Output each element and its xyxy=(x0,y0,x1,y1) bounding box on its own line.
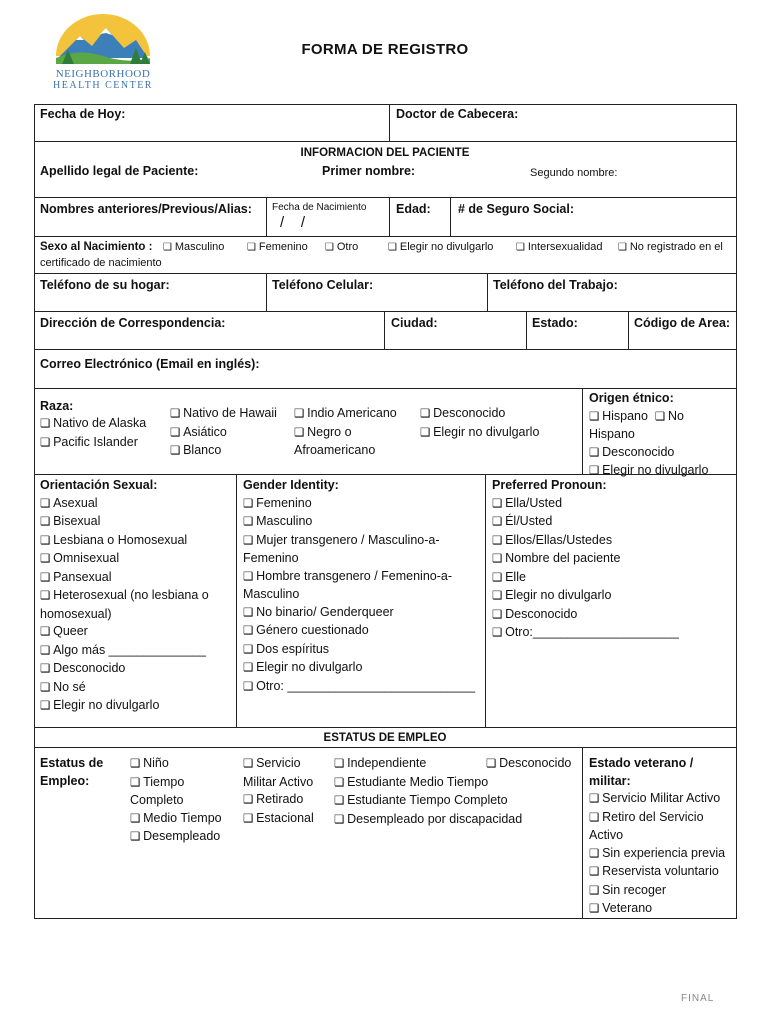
empleo-tiempo-completo-checkbox[interactable]: ❑ Tiempo xyxy=(130,774,222,793)
footer-final-mark: FINAL xyxy=(681,993,715,1004)
raza-asiatico-checkbox[interactable]: ❑ Asiático xyxy=(170,424,277,443)
empleo-independiente-checkbox[interactable]: ❑ Independiente xyxy=(334,756,426,770)
pronoun-otro-checkbox[interactable]: ❑ Otro:_____________________ xyxy=(492,624,679,643)
orientacion-sexual-block xyxy=(40,477,209,716)
ciudad-label: Ciudad: xyxy=(391,316,438,330)
pronoun-ella-checkbox[interactable]: ❑ Ella/Usted xyxy=(492,495,679,514)
empleo-estacional-checkbox[interactable]: ❑ Estacional xyxy=(243,810,314,829)
pronoun-label: Preferred Pronoun: xyxy=(492,478,607,492)
veterano-veterano-checkbox[interactable]: ❑ Veterano xyxy=(589,900,725,919)
empleo-completo-continuation: Completo xyxy=(130,793,184,807)
sexo-no-registrado-checkbox[interactable]: ❑ No registrado en el xyxy=(618,240,723,255)
gender-hombre-continuation: Masculino xyxy=(243,587,300,601)
veterano-activo-continuation: Activo xyxy=(589,828,624,842)
empleo-estudiante-completo-checkbox[interactable]: ❑ Estudiante Tiempo Completo xyxy=(334,792,522,811)
empleo-retirado-checkbox[interactable]: ❑ Retirado xyxy=(243,791,314,810)
pronoun-ellos-checkbox[interactable]: ❑ Ellos/Ellas/Ustedes xyxy=(492,532,679,551)
origen-no-hispano-checkbox[interactable]: ❑ No xyxy=(655,409,684,423)
orientacion-label: Orientación Sexual: xyxy=(40,478,158,492)
raza-label: Raza: xyxy=(40,399,74,413)
correo-label: Correo Electrónico (Email en inglés): xyxy=(40,357,260,371)
origen-desconocido-checkbox[interactable]: ❑ Desconocido xyxy=(589,444,708,463)
gender-no-binario-checkbox[interactable]: ❑ No binario/ Genderqueer xyxy=(243,604,475,623)
empleo-col1 xyxy=(130,755,222,847)
edad-label: Edad: xyxy=(396,202,431,216)
nombres-anteriores-label: Nombres anteriores/Previous/Alias: xyxy=(40,202,252,216)
orientacion-asexual-checkbox[interactable]: ❑ Asexual xyxy=(40,495,209,514)
orientacion-heterosexual-continuation: homosexual) xyxy=(40,606,112,621)
veterano-label-line2: militar: xyxy=(589,773,631,788)
pronoun-desconocido-checkbox[interactable]: ❑ Desconocido xyxy=(492,606,679,625)
raza-blanco-checkbox[interactable]: ❑ Blanco xyxy=(170,442,277,461)
direccion-label: Dirección de Correspondencia: xyxy=(40,316,226,330)
orientacion-omnisexual-checkbox[interactable]: ❑ Omnisexual xyxy=(40,550,209,569)
veterano-sin-experiencia-checkbox[interactable]: ❑ Sin experiencia previa xyxy=(589,845,725,864)
orientacion-no-divulgar-checkbox[interactable]: ❑ Elegir no divulgarlo xyxy=(40,697,209,716)
orientacion-desconocido-checkbox[interactable]: ❑ Desconocido xyxy=(40,660,209,679)
sexo-no-divulgar-checkbox[interactable]: ❑ Elegir no divulgarlo xyxy=(388,240,493,255)
gender-masculino-checkbox[interactable]: ❑ Masculino xyxy=(243,513,475,532)
gender-no-divulgar-checkbox[interactable]: ❑ Elegir no divulgarlo xyxy=(243,659,475,678)
orientacion-heterosexual-checkbox[interactable]: ❑ Heterosexual (no lesbiana o xyxy=(40,587,209,606)
gender-hombre-transgenero-checkbox[interactable]: ❑ Hombre transgenero / Femenino-a- xyxy=(243,568,475,587)
gender-otro-checkbox[interactable]: ❑ Otro: ___________________________ xyxy=(243,678,475,697)
raza-afroamericano-text: Afroamericano xyxy=(294,443,376,457)
empleo-section-heading: ESTATUS DE EMPLEO xyxy=(323,732,447,744)
gender-mujer-continuation: Femenino xyxy=(243,551,299,565)
sexo-label: Sexo al Nacimiento : xyxy=(40,241,153,253)
gender-mujer-transgenero-checkbox[interactable]: ❑ Mujer transgenero / Masculino-a- xyxy=(243,532,475,551)
orientacion-queer-checkbox[interactable]: ❑ Queer xyxy=(40,623,209,642)
form-title: FORMA DE REGISTRO xyxy=(301,41,469,58)
empleo-estudiante-medio-checkbox[interactable]: ❑ Estudiante Medio Tiempo xyxy=(334,774,522,793)
empleo-servicio-checkbox[interactable]: ❑ Servicio xyxy=(243,755,314,774)
empleo-nino-checkbox[interactable]: ❑ Niño xyxy=(130,755,222,774)
preferred-pronoun-block xyxy=(492,477,679,643)
origen-label: Origen étnico: xyxy=(589,391,674,405)
raza-col1 xyxy=(40,415,146,452)
gender-dos-espiritus-checkbox[interactable]: ❑ Dos espíritus xyxy=(243,641,475,660)
codigo-area-label: Código de Area: xyxy=(634,316,731,330)
origen-hispano-continuation: Hispano xyxy=(589,427,635,441)
fecha-nacimiento-slashes: / / xyxy=(280,214,306,231)
empleo-medio-tiempo-checkbox[interactable]: ❑ Medio Tiempo xyxy=(130,810,222,829)
sexo-masculino-checkbox[interactable]: ❑ Masculino xyxy=(163,240,224,255)
doctor-label: Doctor de Cabecera: xyxy=(396,107,519,121)
empleo-desempleado-checkbox[interactable]: ❑ Desempleado xyxy=(130,828,222,847)
fecha-nacimiento-label: Fecha de Nacimiento xyxy=(272,202,367,213)
empleo-label-block xyxy=(40,755,103,790)
gender-cuestionado-checkbox[interactable]: ❑ Género cuestionado xyxy=(243,622,475,641)
origen-etnico-block xyxy=(589,390,708,481)
gender-identity-block xyxy=(243,477,475,696)
origen-hispano-checkbox[interactable]: ❑ Hispano xyxy=(589,409,648,423)
orientacion-lesbiana-checkbox[interactable]: ❑ Lesbiana o Homosexual xyxy=(40,532,209,551)
raza-nativo-hawaii-checkbox[interactable]: ❑ Nativo de Hawaii xyxy=(170,405,277,424)
segundo-nombre-label: Segundo nombre: xyxy=(530,167,618,179)
raza-col2 xyxy=(170,405,277,461)
sexo-otro-checkbox[interactable]: ❑ Otro xyxy=(325,240,358,255)
patient-section-heading: INFORMACION DEL PACIENTE xyxy=(300,147,470,159)
pronoun-no-divulgar-checkbox[interactable]: ❑ Elegir no divulgarlo xyxy=(492,587,679,606)
orientacion-algo-mas-checkbox[interactable]: ❑ Algo más ______________ xyxy=(40,642,209,661)
veterano-label-line1: Estado veterano / xyxy=(589,756,694,770)
raza-pacific-islander-checkbox[interactable]: ❑ Pacific Islander xyxy=(40,434,146,453)
veterano-sin-recoger-checkbox[interactable]: ❑ Sin recoger xyxy=(589,882,725,901)
veterano-block xyxy=(589,755,725,919)
raza-desconocido-checkbox[interactable]: ❑ Desconocido xyxy=(420,405,539,424)
svg-text:NEIGHBORHOOD: NEIGHBORHOOD xyxy=(55,68,151,80)
raza-col3 xyxy=(294,405,397,460)
empleo-label-line2: Empleo: xyxy=(40,773,90,788)
tel-celular-label: Teléfono Celular: xyxy=(272,278,374,292)
pronoun-el-checkbox[interactable]: ❑ Él/Usted xyxy=(492,513,679,532)
estado-label: Estado: xyxy=(532,316,578,330)
orientacion-no-se-checkbox[interactable]: ❑ No sé xyxy=(40,679,209,698)
seguro-social-label: # de Seguro Social: xyxy=(458,202,575,216)
empleo-desconocido-checkbox[interactable]: ❑ Desconocido xyxy=(486,755,571,774)
fecha-hoy-label: Fecha de Hoy: xyxy=(40,107,126,121)
empleo-discapacidad-checkbox[interactable]: ❑ Desempleado por discapacidad xyxy=(334,811,522,830)
gender-label: Gender Identity: xyxy=(243,478,339,492)
veterano-retiro-checkbox[interactable]: ❑ Retiro del Servicio xyxy=(589,809,725,828)
orientacion-bisexual-checkbox[interactable]: ❑ Bisexual xyxy=(40,513,209,532)
raza-indio-americano-checkbox[interactable]: ❑ Indio Americano xyxy=(294,405,397,424)
veterano-servicio-activo-checkbox[interactable]: ❑ Servicio Militar Activo xyxy=(589,790,725,809)
origen-no-divulgar-checkbox[interactable]: ❑ Elegir no divulgarlo xyxy=(589,462,708,481)
apellido-label: Apellido legal de Paciente: xyxy=(40,164,199,178)
gender-femenino-checkbox[interactable]: ❑ Femenino xyxy=(243,495,475,514)
empleo-label-line1: Estatus de xyxy=(40,756,104,770)
orientacion-pansexual-checkbox[interactable]: ❑ Pansexual xyxy=(40,569,209,588)
pronoun-nombre-checkbox[interactable]: ❑ Nombre del paciente xyxy=(492,550,679,569)
svg-text:HEALTH CENTER: HEALTH CENTER xyxy=(53,80,153,91)
primer-nombre-label: Primer nombre: xyxy=(322,164,416,178)
tel-trabajo-label: Teléfono del Trabajo: xyxy=(493,278,618,292)
pronoun-elle-checkbox[interactable]: ❑ Elle xyxy=(492,569,679,588)
raza-col4 xyxy=(420,405,539,442)
tel-hogar-label: Teléfono de su hogar: xyxy=(40,278,170,292)
raza-no-divulgar-checkbox[interactable]: ❑ Elegir no divulgarlo xyxy=(420,424,539,443)
raza-negro-checkbox[interactable]: ❑ Negro o xyxy=(294,424,397,443)
empleo-militar-continuation: Militar Activo xyxy=(243,774,314,789)
veterano-reservista-checkbox[interactable]: ❑ Reservista voluntario xyxy=(589,863,725,882)
raza-nativo-alaska-checkbox[interactable]: ❑ Nativo de Alaska xyxy=(40,415,146,434)
empleo-col2 xyxy=(243,755,314,828)
sexo-intersexualidad-checkbox[interactable]: ❑ Intersexualidad xyxy=(516,240,602,255)
sexo-continuation: certificado de nacimiento xyxy=(40,257,162,269)
sexo-nacimiento-row xyxy=(40,239,152,255)
sexo-femenino-checkbox[interactable]: ❑ Femenino xyxy=(247,240,308,255)
